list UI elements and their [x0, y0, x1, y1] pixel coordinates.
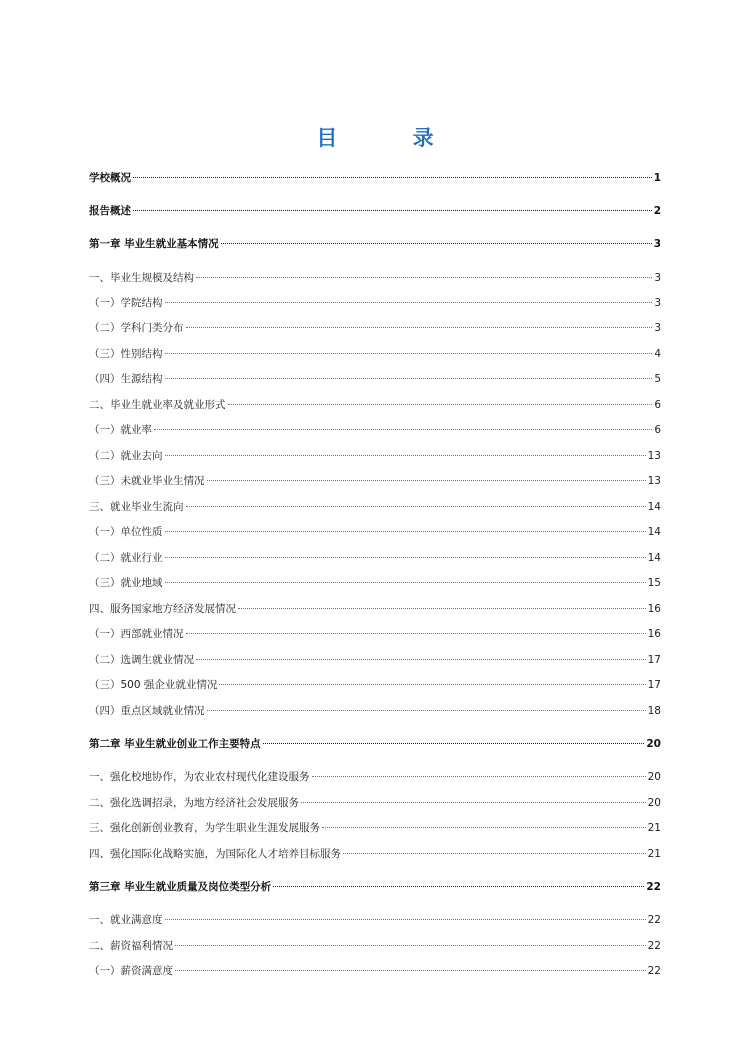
toc-entry[interactable] — [89, 398, 661, 412]
toc-entry-label: （一）单位性质 — [89, 526, 163, 538]
toc-entry-page: 14 — [647, 552, 661, 564]
toc-entry-page: 22 — [646, 881, 661, 893]
toc-entry-label: （三）未就业毕业生情况 — [89, 475, 205, 487]
toc-entry-label: （二）就业行业 — [89, 552, 163, 564]
toc-entry[interactable] — [89, 171, 661, 185]
toc-leader-dots — [322, 827, 646, 828]
toc-entry-page: 1 — [653, 172, 661, 184]
toc-leader-dots — [196, 277, 652, 278]
toc-leader-dots — [343, 853, 646, 854]
toc-entry-page: 20 — [647, 797, 661, 809]
toc-entry-page: 3 — [654, 322, 661, 334]
toc-entry-label: 二、强化选调招录，为地方经济社会发展服务 — [89, 797, 299, 809]
toc-entry-page: 18 — [647, 705, 661, 717]
toc-entry-label: 一、强化校地协作，为农业农村现代化建设服务 — [89, 771, 310, 783]
toc-entry-page: 5 — [654, 373, 661, 385]
toc-entry-page: 22 — [647, 914, 661, 926]
toc-entry[interactable] — [89, 704, 661, 718]
toc-entry[interactable] — [89, 271, 661, 285]
toc-entry-page: 21 — [647, 822, 661, 834]
toc-entry-page: 14 — [647, 501, 661, 513]
toc-entry-page: 20 — [646, 738, 661, 750]
toc-entry-label: （一）西部就业情况 — [89, 628, 184, 640]
toc-entry[interactable] — [89, 237, 661, 251]
toc-entry[interactable] — [89, 880, 661, 894]
toc-leader-dots — [165, 557, 646, 558]
toc-entry[interactable] — [89, 964, 661, 978]
toc-entry-page: 20 — [647, 771, 661, 783]
toc-entry-label: （二）就业去向 — [89, 450, 163, 462]
toc-leader-dots — [221, 243, 652, 244]
toc-entry[interactable] — [89, 372, 661, 386]
toc-entry-label: 第一章 毕业生就业基本情况 — [89, 238, 219, 250]
toc-entry-page: 4 — [654, 348, 661, 360]
toc-leader-dots — [301, 802, 646, 803]
toc-entry[interactable] — [89, 321, 661, 335]
toc-entry-label: （一）学院结构 — [89, 297, 163, 309]
toc-entry[interactable] — [89, 627, 661, 641]
toc-entry-page: 16 — [647, 603, 661, 615]
toc-entry[interactable] — [89, 296, 661, 310]
toc-entry-label: （二）学科门类分布 — [89, 322, 184, 334]
toc-entry-page: 3 — [653, 238, 661, 250]
toc-leader-dots — [175, 970, 646, 971]
toc-entry-label: 四、服务国家地方经济发展情况 — [89, 603, 236, 615]
toc-leader-dots — [165, 531, 646, 532]
toc-leader-dots — [133, 177, 652, 178]
toc-leader-dots — [273, 886, 644, 887]
toc-entry-label: （三）性别结构 — [89, 348, 163, 360]
toc-leader-dots — [165, 582, 646, 583]
toc-leader-dots — [207, 480, 646, 481]
toc-leader-dots — [165, 302, 653, 303]
toc-entry[interactable] — [89, 602, 661, 616]
toc-entry[interactable] — [89, 678, 661, 692]
toc-leader-dots — [186, 327, 653, 328]
toc-entry-page: 14 — [647, 526, 661, 538]
toc-entry-label: 第三章 毕业生就业质量及岗位类型分析 — [89, 881, 272, 893]
toc-entry-label: （三）就业地域 — [89, 577, 163, 589]
toc-entry-page: 15 — [647, 577, 661, 589]
toc-entry-label: 学校概况 — [89, 172, 131, 184]
toc-entry-label: （一）薪资满意度 — [89, 965, 173, 977]
toc-entry[interactable] — [89, 204, 661, 218]
toc-entry-page: 17 — [647, 654, 661, 666]
toc-entry-page: 22 — [647, 940, 661, 952]
toc-entry[interactable] — [89, 525, 661, 539]
toc-entry[interactable] — [89, 913, 661, 927]
toc-leader-dots — [228, 404, 653, 405]
toc-entry[interactable] — [89, 653, 661, 667]
toc-entry[interactable] — [89, 796, 661, 810]
toc-leader-dots — [186, 633, 646, 634]
toc-entry[interactable] — [89, 449, 661, 463]
toc-entry-label: 二、毕业生就业率及就业形式 — [89, 399, 226, 411]
toc-entry-label: （一）就业率 — [89, 424, 152, 436]
toc-entry-label: （二）选调生就业情况 — [89, 654, 194, 666]
toc-entry[interactable] — [89, 551, 661, 565]
toc-entry[interactable] — [89, 423, 661, 437]
toc-leader-dots — [165, 455, 646, 456]
toc-leader-dots — [175, 945, 646, 946]
toc-entry-page: 17 — [647, 679, 661, 691]
toc-entry-label: （四）生源结构 — [89, 373, 163, 385]
toc-entry[interactable] — [89, 821, 661, 835]
toc-entry[interactable] — [89, 737, 661, 751]
toc-entry-label: 一、就业满意度 — [89, 914, 163, 926]
toc-entry[interactable] — [89, 474, 661, 488]
toc-entry[interactable] — [89, 500, 661, 514]
toc-entry-label: 第二章 毕业生就业创业工作主要特点 — [89, 738, 261, 750]
toc-entry-label: （四）重点区域就业情况 — [89, 705, 205, 717]
toc-leader-dots — [312, 776, 646, 777]
toc-title: 目 录 — [316, 126, 468, 150]
toc-entry-label: 四、强化国际化战略实施，为国际化人才培养目标服务 — [89, 848, 341, 860]
toc-leader-dots — [263, 743, 645, 744]
toc-entry-page: 6 — [654, 424, 661, 436]
toc-leader-dots — [207, 710, 646, 711]
toc-leader-dots — [238, 608, 646, 609]
toc-entry-label: 二、薪资福利情况 — [89, 940, 173, 952]
toc-entry-page: 13 — [647, 475, 661, 487]
toc-entry-page: 3 — [654, 297, 661, 309]
toc-leader-dots — [186, 506, 646, 507]
toc-entry-label: 一、毕业生规模及结构 — [89, 272, 194, 284]
toc-leader-dots — [219, 684, 645, 685]
toc-leader-dots — [196, 659, 646, 660]
toc-leader-dots — [165, 378, 653, 379]
toc-leader-dots — [165, 353, 653, 354]
toc-entry-page: 6 — [654, 399, 661, 411]
toc-entry[interactable] — [89, 939, 661, 953]
toc-entry-label: 三、就业毕业生流向 — [89, 501, 184, 513]
toc-entry[interactable] — [89, 576, 661, 590]
toc-entry-label: （三）500 强企业就业情况 — [89, 679, 218, 691]
toc-entry[interactable] — [89, 347, 661, 361]
toc-entry-label: 三、强化创新创业教育，为学生职业生涯发展服务 — [89, 822, 320, 834]
toc-entry-page: 13 — [647, 450, 661, 462]
toc-leader-dots — [154, 429, 652, 430]
toc-entry-page: 16 — [647, 628, 661, 640]
toc-entry-page: 3 — [654, 272, 661, 284]
toc-entry-page: 2 — [653, 205, 661, 217]
toc-entry[interactable] — [89, 847, 661, 861]
toc-entry-page: 22 — [647, 965, 661, 977]
toc-entry-page: 21 — [647, 848, 661, 860]
toc-entry-label: 报告概述 — [89, 205, 131, 217]
toc-entry[interactable] — [89, 770, 661, 784]
toc-leader-dots — [165, 919, 646, 920]
toc-leader-dots — [133, 210, 652, 211]
